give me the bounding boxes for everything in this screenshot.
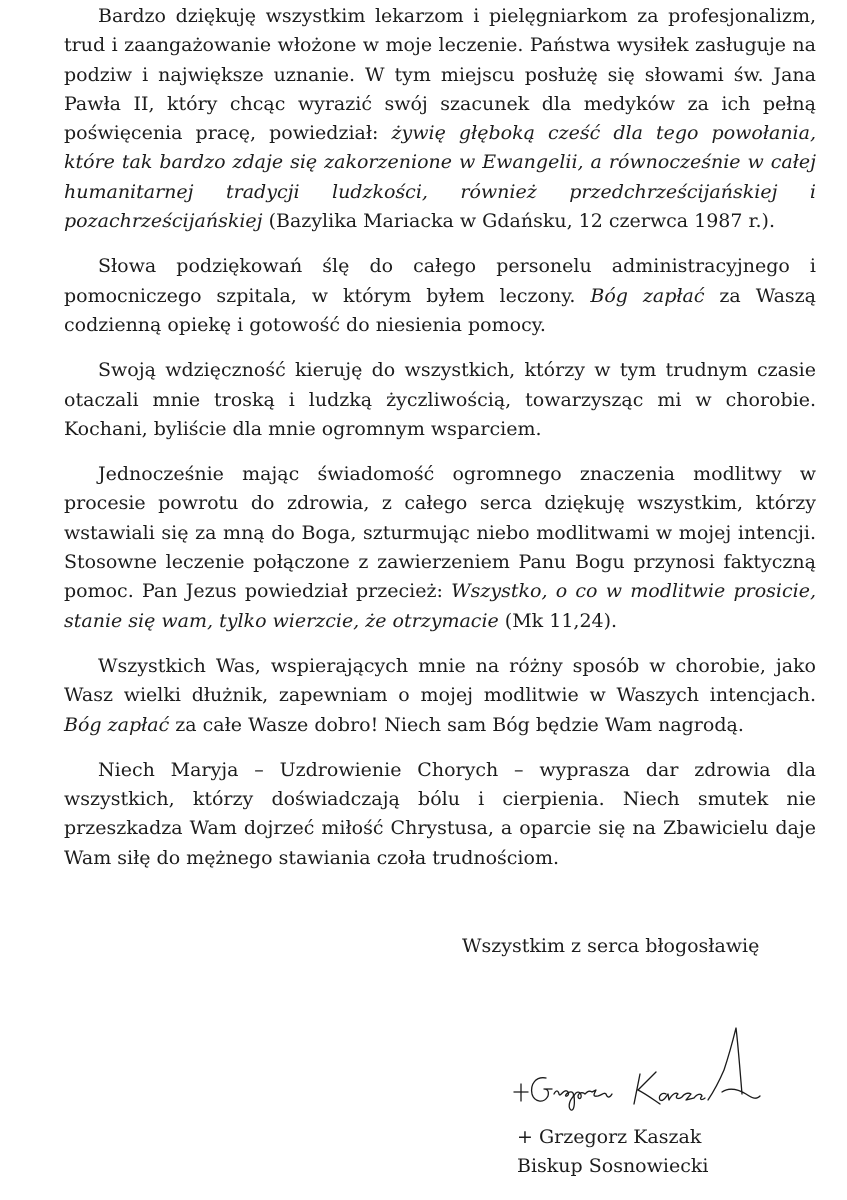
paragraph-text: Bardzo dziękuję wszystkim lekarzom i pielęgniarkom za profesjonalizm, trud i zaangażowanie włożone w moje leczenie. Państwa wysiłek zasługuje na podziw i największe uznanie. W tym miejscu posłużę się słowami św. Jana Pawła II, który chcąc wyrazić swój szacunek dla medyków za ich pełną poświęcenia pracę, powiedział: — [64, 5, 816, 145]
signatory-name: + Grzegorz Kaszak — [517, 1126, 702, 1148]
closing-blessing: Wszystkim z serca błogosławię — [462, 935, 760, 957]
paragraph-text: Swoją wdzięczność kieruję do wszystkich, którzy w tym trudnym czasie otaczali mnie troską i ludzką życzliwością, towarzysząc mi w chorobie. Kochani, byliście dla mnie ogromnym wsparciem. — [64, 359, 816, 440]
quote-text: Bóg zapłać — [590, 284, 705, 307]
paragraph-text: za Waszą codzienną opiekę i gotowość do niesienia pomocy. — [64, 284, 816, 336]
letter-paragraph — [64, 652, 816, 740]
letter-paragraph — [64, 2, 816, 236]
paragraph-text: (Bazylika Mariacka w Gdańsku, 12 czerwca 1987 r.). — [262, 210, 776, 233]
paragraph-text: Jednocześnie mając świadomość ogromnego znaczenia modlitwy w procesie powrotu do zdrowia, z całego serca dziękuję wszystkim, którzy wstawiali się za mną do Boga, szturmując niebo modlitwami w mojej intencji. Stosowne leczenie połączone z zawierzeniem Panu Bogu przynosi faktyczną pomoc. Pan Jezus powiedział przecież: — [64, 463, 816, 603]
letter-paragraph — [64, 356, 816, 444]
letter-paragraph — [64, 460, 816, 636]
paragraph-text: Wszystkich Was, wspierających mnie na różny sposób w chorobie, jako Wasz wielki dłużnik, zapewniam o mojej modlitwie w Waszych intencjach. — [64, 654, 816, 707]
paragraph-text: (Mk 11,24). — [498, 609, 618, 632]
paragraph-text: Niech Maryja – Uzdrowienie Chorych – wyprasza dar zdrowia dla wszystkich, którzy doświadczają bólu i cierpienia. Niech smutek nie przeszkadza Wam dojrzeć miłość Chrystusa, a oparcie się na Zbawicielu daje Wam siłę do mężnego stawiania czoła trudnościom. — [64, 758, 816, 869]
quote-text: Wszystko, o co w modlitwie prosicie, stanie się wam, tylko wierzcie, że otrzymacie — [64, 580, 816, 632]
signatory-title: Biskup Sosnowiecki — [517, 1155, 709, 1177]
quote-text: Bóg zapłać — [64, 713, 170, 736]
letter-paragraph — [64, 756, 816, 873]
letter-body — [64, 2, 816, 889]
paragraph-text: za całe Wasze dobro! Niech sam Bóg będzie Wam nagrodą. — [169, 713, 744, 736]
quote-text: żywię głęboką cześć dla tego powołania, które tak bardzo zdaje się zakorzenione w Ewangelii, a równocześnie w całej humanitarnej tradycji ludzkości, również przedchrześcijańskiej i pozachrześcijańskiej — [64, 122, 816, 233]
letter-paragraph — [64, 252, 816, 340]
handwritten-signature — [508, 1022, 768, 1126]
paragraph-text: Słowa podziękowań ślę do całego personelu administracyjnego i pomocniczego szpitala, w którym byłem leczony. — [64, 255, 816, 307]
